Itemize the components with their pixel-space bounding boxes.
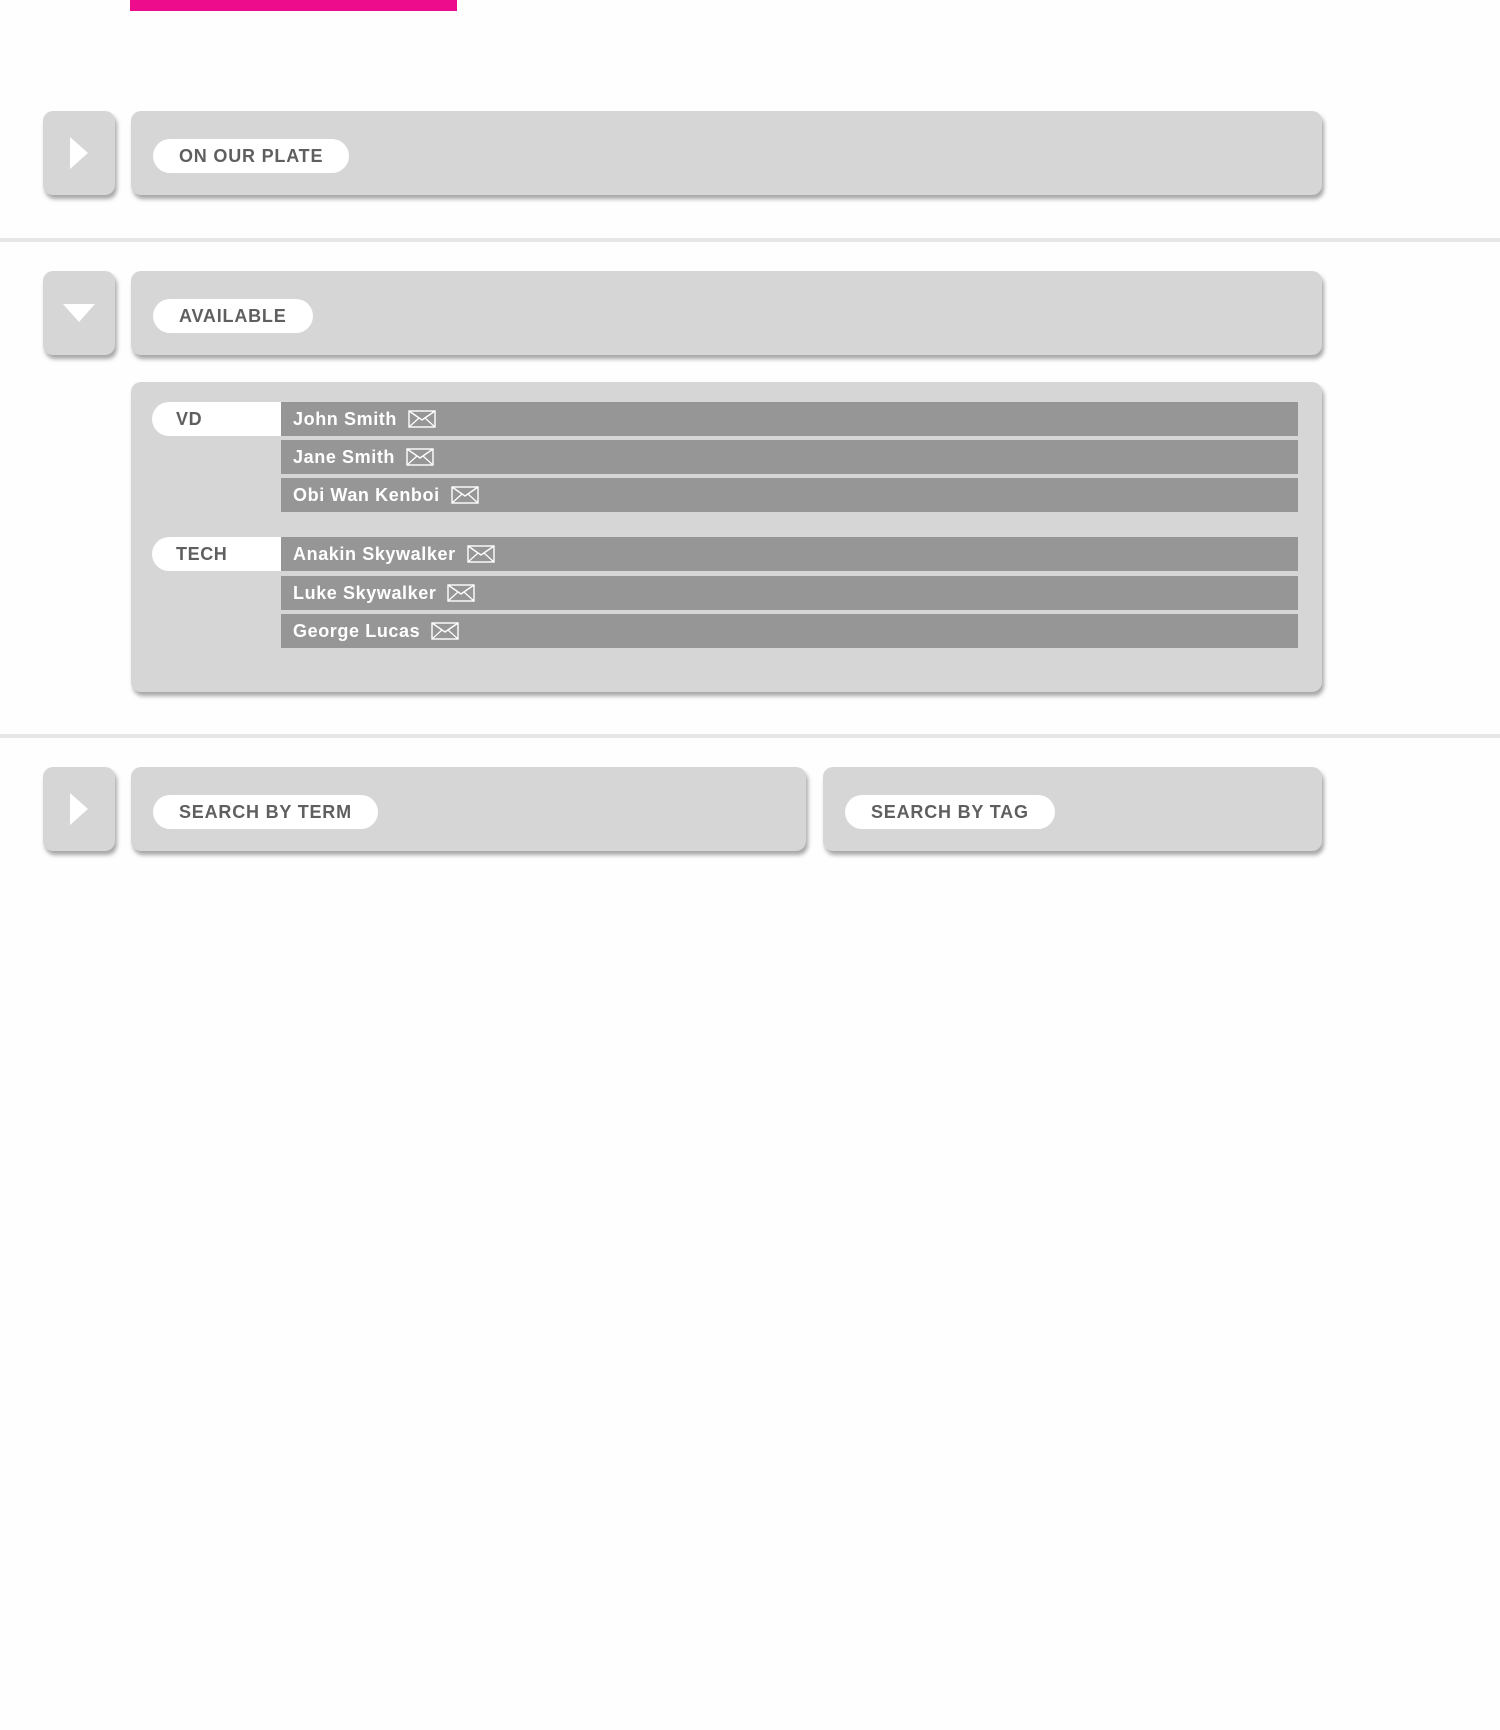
person-row[interactable] bbox=[281, 537, 1298, 571]
person-row[interactable] bbox=[281, 614, 1298, 648]
mail-icon[interactable] bbox=[447, 584, 475, 602]
mail-icon[interactable] bbox=[451, 486, 479, 504]
person-row[interactable] bbox=[281, 576, 1298, 610]
divider bbox=[0, 734, 1500, 738]
person-row[interactable] bbox=[281, 440, 1298, 474]
person-name: George Lucas bbox=[293, 620, 421, 641]
mail-icon[interactable] bbox=[431, 622, 459, 640]
mail-icon[interactable] bbox=[408, 410, 436, 428]
expand-toggle-on-our-plate[interactable] bbox=[43, 111, 115, 195]
person-row[interactable] bbox=[281, 402, 1298, 436]
search-by-term-panel[interactable] bbox=[131, 767, 806, 851]
section-title-on-our-plate: ON OUR PLATE bbox=[153, 139, 349, 173]
accent-bar bbox=[130, 0, 457, 11]
group-label-tech: TECH bbox=[152, 537, 282, 571]
on-our-plate-panel[interactable] bbox=[131, 111, 1322, 195]
person-name: Luke Skywalker bbox=[293, 582, 437, 603]
person-name: John Smith bbox=[293, 408, 397, 429]
person-name: Anakin Skywalker bbox=[293, 543, 456, 564]
search-by-tag-label: SEARCH BY TAG bbox=[845, 795, 1055, 829]
search-by-tag-panel[interactable] bbox=[823, 767, 1322, 851]
available-panel[interactable] bbox=[131, 271, 1322, 355]
mail-icon[interactable] bbox=[406, 448, 434, 466]
expand-toggle-search[interactable] bbox=[43, 767, 115, 851]
search-by-term-label: SEARCH BY TERM bbox=[153, 795, 378, 829]
chevron-down-icon bbox=[62, 302, 96, 324]
divider bbox=[0, 238, 1500, 242]
mail-icon[interactable] bbox=[467, 545, 495, 563]
section-title-available: AVAILABLE bbox=[153, 299, 313, 333]
person-row[interactable] bbox=[281, 478, 1298, 512]
chevron-right-icon bbox=[67, 792, 91, 826]
collapse-toggle-available[interactable] bbox=[43, 271, 115, 355]
person-name: Jane Smith bbox=[293, 446, 396, 467]
chevron-right-icon bbox=[67, 136, 91, 170]
person-name: Obi Wan Kenboi bbox=[293, 484, 440, 505]
group-label-vd: VD bbox=[152, 402, 282, 436]
